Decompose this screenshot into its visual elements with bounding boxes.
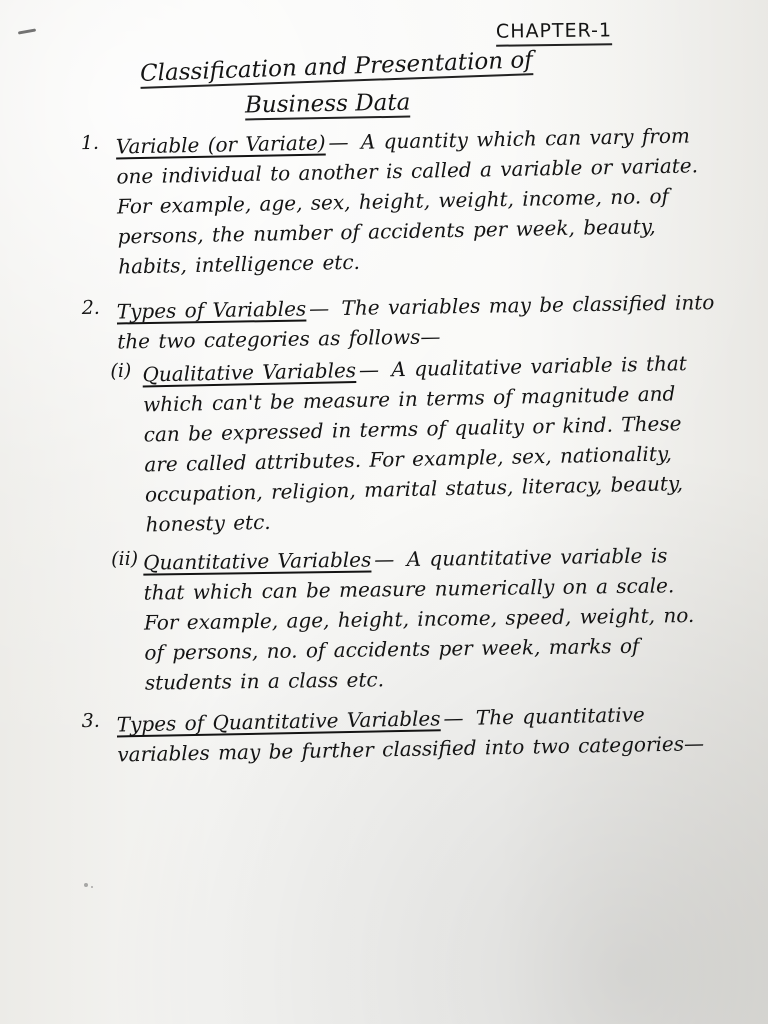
page-title-line-2: Business Data bbox=[244, 89, 411, 119]
subsection-qualitative-variables bbox=[110, 348, 699, 540]
heading-dash: — bbox=[374, 547, 395, 572]
section-body: The quantitative variables may be further classified into two categories— bbox=[117, 702, 705, 767]
pen-mark bbox=[18, 28, 36, 34]
page-title-line-1: Classification and Presentation of bbox=[139, 47, 534, 87]
punch-hole-mark bbox=[84, 883, 88, 887]
heading-dash: — bbox=[328, 130, 349, 155]
section-heading: Variable (or Variate) bbox=[115, 130, 326, 159]
section-number: 2. bbox=[81, 296, 101, 320]
section-number: 3. bbox=[81, 709, 101, 733]
section-number: 1. bbox=[80, 131, 100, 155]
section-body: The variables may be classified into the two categories as follows— bbox=[117, 290, 715, 354]
heading-dash: — bbox=[309, 296, 330, 321]
subsection-number: (i) bbox=[110, 359, 132, 383]
heading-dash: — bbox=[443, 705, 464, 731]
section-types-of-quantitative-variables bbox=[81, 698, 722, 770]
subsection-heading: Quantitative Variables bbox=[143, 547, 372, 575]
section-text bbox=[81, 120, 724, 282]
section-types-of-variables bbox=[82, 287, 723, 357]
subsection-body: A qualitative variable is that which can't be measure in terms of magnitude and can be expressed in terms of quality or kind. These are called attributes. For example, sex, nationality, occupation, religion, marital status, literacy, beauty, honesty etc. bbox=[142, 351, 688, 537]
section-variable bbox=[81, 120, 724, 282]
section-text bbox=[82, 287, 723, 357]
subsection-body: A quantitative variable is that which can be measure numerically on a scale. For example, age, height, income, speed, weight, no. of persons, no. of accidents per week, marks of students in a class etc. bbox=[143, 543, 695, 695]
notes-content bbox=[80, 123, 722, 767]
subsection-text bbox=[110, 348, 699, 540]
chapter-label: CHAPTER-1 bbox=[496, 19, 612, 46]
section-heading: Types of Variables bbox=[116, 296, 307, 324]
subsection-text bbox=[111, 540, 698, 698]
section-heading: Types of Quantitative Variables bbox=[116, 706, 441, 737]
heading-dash: — bbox=[358, 357, 380, 382]
subsection-heading: Qualitative Variables bbox=[142, 358, 357, 387]
subsection-number: (ii) bbox=[110, 547, 139, 571]
subsection-quantitative-variables bbox=[111, 540, 698, 698]
section-text bbox=[81, 698, 722, 770]
section-body: A quantity which can vary from one individual to another is called a variable or variate. For example, age, sex, height, weight, income, no. of persons, the number of accidents per week, beauty, habits, intelligence etc. bbox=[116, 123, 699, 279]
